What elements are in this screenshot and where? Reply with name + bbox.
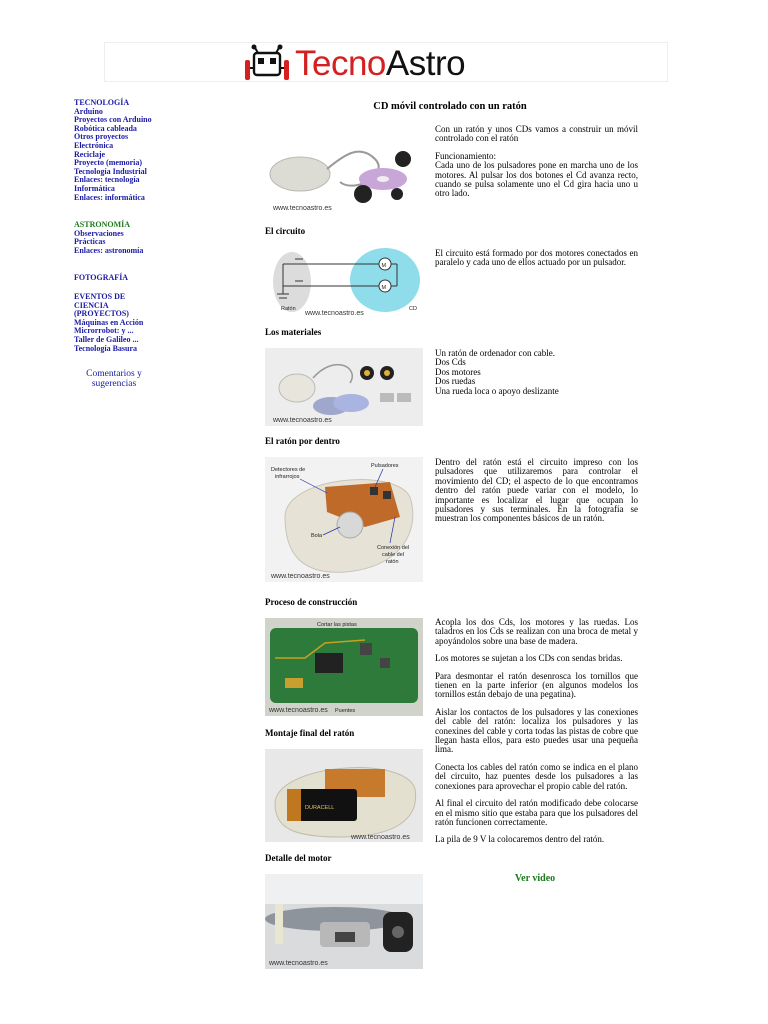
sidebar-link-enlaces-tecnologia[interactable]: Enlaces: tecnología <box>74 175 140 185</box>
comments-line-2: sugerencias <box>91 379 137 389</box>
sidebar-link-electronica[interactable]: Electrónica <box>74 140 114 150</box>
sidebar-header-eventos-1: EVENTOS DE <box>74 292 126 301</box>
proceso-paragraph-4: Aislar los contactos de los pulsadores y las conexiones del cable del ratón: localiza los pulsadores y las conexines del cable y corta todas las pistas de cobre que llegan hasta ellos, para esto puedes usar una pequeña lima. <box>435 706 638 755</box>
label-puentes: Puentes <box>335 708 356 714</box>
label-conexion-3: ratón <box>386 559 399 565</box>
proceso-paragraph-2: Los motores se sujetan a los CDs con sendas bridas. <box>435 653 623 664</box>
proceso-paragraph-3: Para desmontar el ratón desenrosca los tornillos que tienen en la parte inferior (en algunos modelos los tornillos están debajo de una pegatina). <box>435 670 638 700</box>
sidebar-link-robotica[interactable]: Robótica cableada <box>74 123 137 133</box>
proceso-text <box>435 618 638 853</box>
sidebar-link-arduino[interactable]: Arduino <box>74 106 103 116</box>
sidebar-link-observaciones[interactable]: Observaciones <box>74 228 124 238</box>
section-heading-montaje: Montaje final del ratón <box>265 728 355 738</box>
sidebar-link-otros-proyectos[interactable]: Otros proyectos <box>74 132 129 142</box>
label-conexion-1: Conexión del <box>377 545 410 551</box>
intro-paragraph-2: Cada uno de los pulsadores pone en marcha uno de los motores. Al pulsar los dos botones el Cd avanza recto, cuando se pulsa solamente uno el Cd gira hacia uno u otro lado. <box>435 160 638 199</box>
watermark: www.tecnoastro.es <box>273 417 332 424</box>
motor-label-2: M <box>381 285 387 291</box>
sidebar-link-tecnologia-basura[interactable]: Tecnología Basura <box>74 343 138 353</box>
sidebar-link-reciclaje[interactable]: Reciclaje <box>74 149 106 159</box>
logo-astro: Astro <box>385 44 466 83</box>
proceso-paragraph-6: Al final el circuito del ratón modificado debe colocarse en el mismo sitio que estaba para que los pulsadores del ratón funcionen correctamente. <box>435 798 638 827</box>
sidebar-header-fotografia[interactable]: FOTOGRAFÍA <box>74 273 129 282</box>
section-heading-circuito: El circuito <box>265 226 306 236</box>
circuit-label-raton: Ratón <box>281 306 296 312</box>
robot-logo-icon <box>244 44 290 82</box>
proceso-paragraph-7: La pila de 9 V la colocaremos dentro del ratón. <box>435 834 605 845</box>
comments-link[interactable] <box>74 369 154 389</box>
sidebar-link-taller-galileo[interactable]: Taller de Galileo ... <box>74 334 139 344</box>
sidebar-link-maquinas[interactable]: Máquinas en Acción <box>74 317 144 327</box>
material-item-4: Dos ruedas <box>435 376 476 387</box>
sidebar-eventos <box>74 293 143 353</box>
watermark: www.tecnoastro.es <box>269 707 328 714</box>
sidebar-link-enlaces-astronomia[interactable]: Enlaces: astronomía <box>74 245 144 255</box>
label-detectores: Detectores de <box>271 467 306 473</box>
section-heading-raton: El ratón por dentro <box>265 436 340 446</box>
material-item-1: Un ratón de ordenador con cable. <box>435 348 555 358</box>
watermark: www.tecnoastro.es <box>351 834 410 841</box>
material-item-2: Dos Cds <box>435 357 466 368</box>
circuit-diagram <box>265 246 423 318</box>
site-logo[interactable] <box>295 44 465 84</box>
intro-text <box>435 125 638 199</box>
battery-label: DURACELL <box>305 805 335 811</box>
mouse-inside-photo <box>265 457 423 582</box>
sidebar-link-proyecto-memoria[interactable]: Proyecto (memoria) <box>74 158 143 168</box>
sidebar-link-proyectos-arduino[interactable]: Proyectos con Arduino <box>74 115 152 125</box>
section-heading-detalle: Detalle del motor <box>265 853 332 863</box>
raton-text: Dentro del ratón está el circuito impreso con los pulsadores que utilizaremos para controlar el movimiento del CD; el aspecto de lo que encontramos dentro del ratón puede variar con el modelo, lo importante es localizar el lugar que ocupan lo pulsadores y sus terminales. En la fotografía se muestran los componentes básicos de un ratón. <box>435 457 638 524</box>
materials-list <box>435 349 638 396</box>
sidebar-header-tecnologia: TECNOLOGÍA <box>74 98 130 107</box>
watermark: www.tecnoastro.es <box>271 573 330 580</box>
proceso-paragraph-5: Conecta los cables del ratón como se indica en el plano del circuito, haz puentes desde los pulsadores a las conexiones para aprovechar el propio cable del ratón. <box>435 761 638 791</box>
sidebar-link-enlaces-informatica[interactable]: Enlaces: informática <box>74 192 145 202</box>
final-assembly-photo <box>265 749 423 842</box>
intro-funcionamiento-title: Funcionamiento: <box>435 150 496 161</box>
sidebar-tecnologia <box>74 99 152 202</box>
sidebar-link-practicas[interactable]: Prácticas <box>74 237 106 247</box>
watermark: www.tecnoastro.es <box>305 310 364 317</box>
circuito-text: El circuito está formado por dos motores conectados en paralelo y cada uno de ellos actuado por un pulsador. <box>435 248 638 268</box>
sidebar-header-eventos-2: CIENCIA <box>74 300 109 310</box>
page-title: CD móvil controlado con un ratón <box>373 101 527 112</box>
pcb-photo <box>265 618 423 716</box>
label-bola: Bola <box>311 533 323 539</box>
label-infrarrojos: infrarrojos <box>275 474 300 480</box>
watermark: www.tecnoastro.es <box>269 960 328 967</box>
proceso-paragraph-1: Acopla los dos Cds, los motores y las ruedas. Los taladros en los Cds se realizan con una broca de metal y apoyándolos sobre una base de madera. <box>435 617 638 646</box>
material-item-5: Una rueda loca o apoyo deslizante <box>435 385 559 396</box>
cd-car-photo <box>265 124 423 214</box>
watermark: www.tecnoastro.es <box>273 205 332 212</box>
ver-video-link[interactable]: Ver video <box>514 873 556 884</box>
sidebar-astronomia <box>74 221 143 255</box>
comments-line-1: Comentarios y <box>86 369 142 379</box>
sidebar-header-astronomia: ASTRONOMÍA <box>74 220 131 229</box>
circuit-label-cd: CD <box>409 306 417 312</box>
section-heading-materiales: Los materiales <box>265 327 322 337</box>
label-pulsadores: Pulsadores <box>371 463 399 469</box>
section-heading-proceso: Proceso de construcción <box>265 597 358 607</box>
sidebar-link-informatica[interactable]: Informática <box>74 183 115 193</box>
logo-tecno: Tecno <box>295 44 386 83</box>
label-conexion-2: cable del <box>382 552 405 558</box>
sidebar-header-eventos-3: (PROYECTOS) <box>74 309 129 319</box>
intro-paragraph-1: Con un ratón y unos CDs vamos a construir un móvil controlado con el ratón <box>435 124 638 144</box>
motor-label-1: M <box>381 263 387 269</box>
label-cortar-pistas: Cortar las pistas <box>317 622 357 628</box>
motor-detail-photo <box>265 874 423 969</box>
sidebar-link-tecnologia-industrial[interactable]: Tecnología Industrial <box>74 166 147 176</box>
sidebar-fotografia <box>74 274 128 283</box>
material-item-3: Dos motores <box>435 366 481 377</box>
sidebar-link-microrrobot[interactable]: Microrrobot: y ... <box>74 326 134 336</box>
materials-photo <box>265 348 423 426</box>
